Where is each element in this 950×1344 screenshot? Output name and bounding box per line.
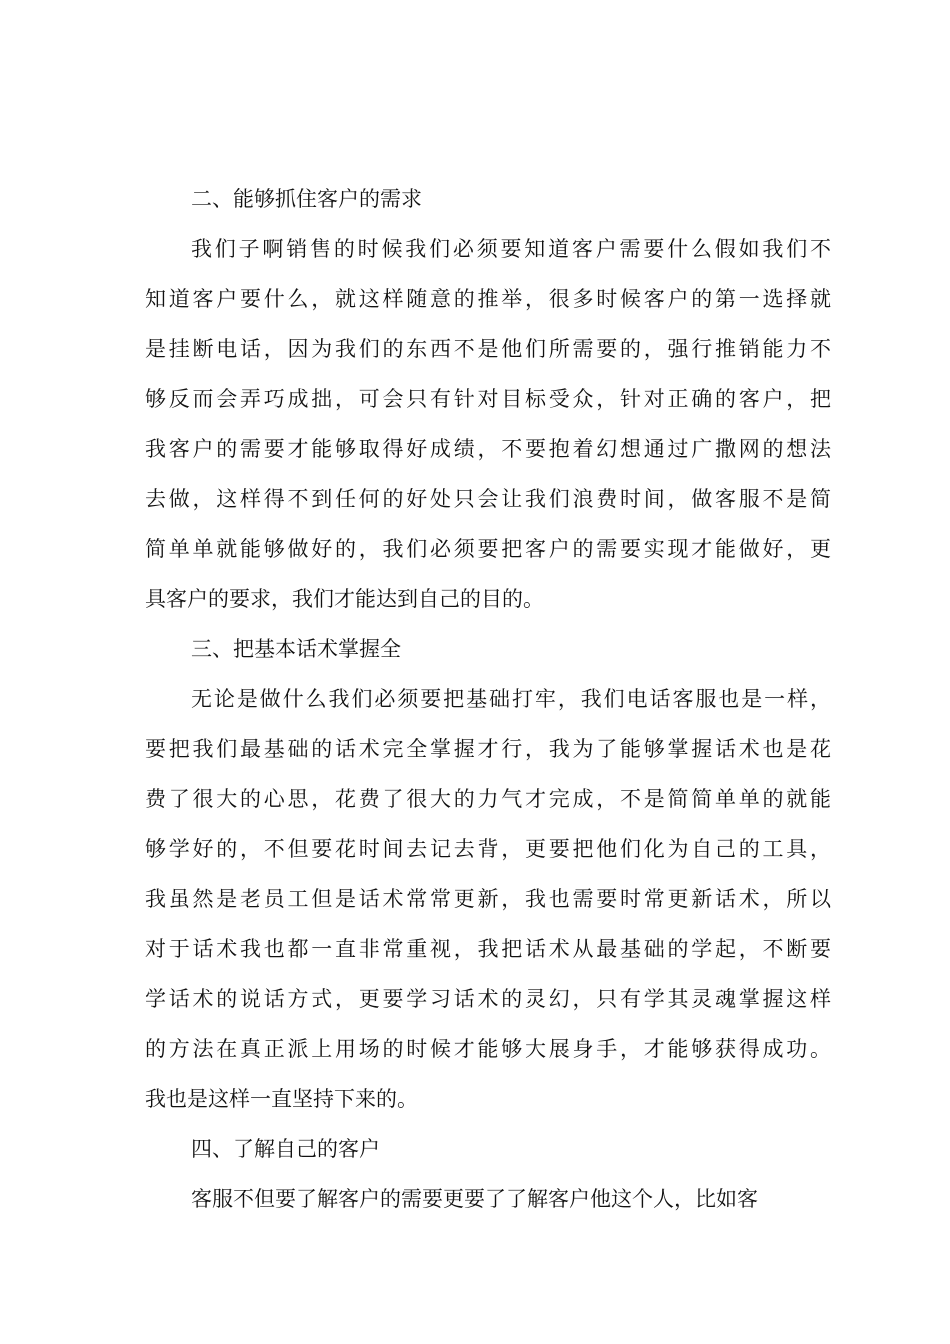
paragraph-line: 要把我们最基础的话术完全掌握才行，我为了能够掌握话术也是花 xyxy=(145,737,831,761)
paragraph-line: 具客户的要求，我们才能达到自己的目的。 xyxy=(145,587,544,611)
paragraph-line: 去做，这样得不到任何的好处只会让我们浪费时间，做客服不是简 xyxy=(145,487,831,511)
section-heading: 二、能够抓住客户的需求 xyxy=(191,187,422,211)
document-body xyxy=(145,174,831,1224)
paragraph-line: 学话术的说话方式，更要学习话术的灵幻，只有学其灵魂掌握这样 xyxy=(145,987,831,1011)
paragraph-line: 我们子啊销售的时候我们必须要知道客户需要什么假如我们不 xyxy=(191,237,831,261)
section-heading: 三、把基本话术掌握全 xyxy=(191,637,401,661)
paragraph xyxy=(145,674,831,1124)
paragraph xyxy=(145,224,831,624)
paragraph-line: 够反而会弄巧成拙，可会只有针对目标受众，针对正确的客户，把 xyxy=(145,387,831,411)
paragraph-line: 客服不但要了解客户的需要更要了了解客户他这个人，比如客 xyxy=(191,1187,758,1211)
paragraph-line: 简单单就能够做好的，我们必须要把客户的需要实现才能做好，更 xyxy=(145,537,831,561)
paragraph-line: 我虽然是老员工但是话术常常更新，我也需要时常更新话术，所以 xyxy=(145,887,831,911)
paragraph-line: 的方法在真正派上用场的时候才能够大展身手，才能够获得成功。 xyxy=(145,1037,831,1061)
paragraph-line: 费了很大的心思，花费了很大的力气才完成，不是简简单单的就能 xyxy=(145,787,831,811)
paragraph xyxy=(145,1174,831,1224)
paragraph-line: 对于话术我也都一直非常重视，我把话术从最基础的学起，不断要 xyxy=(145,937,831,961)
paragraph-line: 是挂断电话，因为我们的东西不是他们所需要的，强行推销能力不 xyxy=(145,337,831,361)
paragraph-line: 无论是做什么我们必须要把基础打牢，我们电话客服也是一样， xyxy=(191,687,831,711)
section-heading: 四、了解自己的客户 xyxy=(191,1137,380,1161)
paragraph-line: 我客户的需要才能够取得好成绩，不要抱着幻想通过广撒网的想法 xyxy=(145,437,831,461)
paragraph-line: 我也是这样一直坚持下来的。 xyxy=(145,1087,418,1111)
paragraph-line: 知道客户要什么，就这样随意的推举，很多时候客户的第一选择就 xyxy=(145,287,831,311)
paragraph-line: 够学好的，不但要花时间去记去背，更要把他们化为自己的工具， xyxy=(145,837,831,861)
